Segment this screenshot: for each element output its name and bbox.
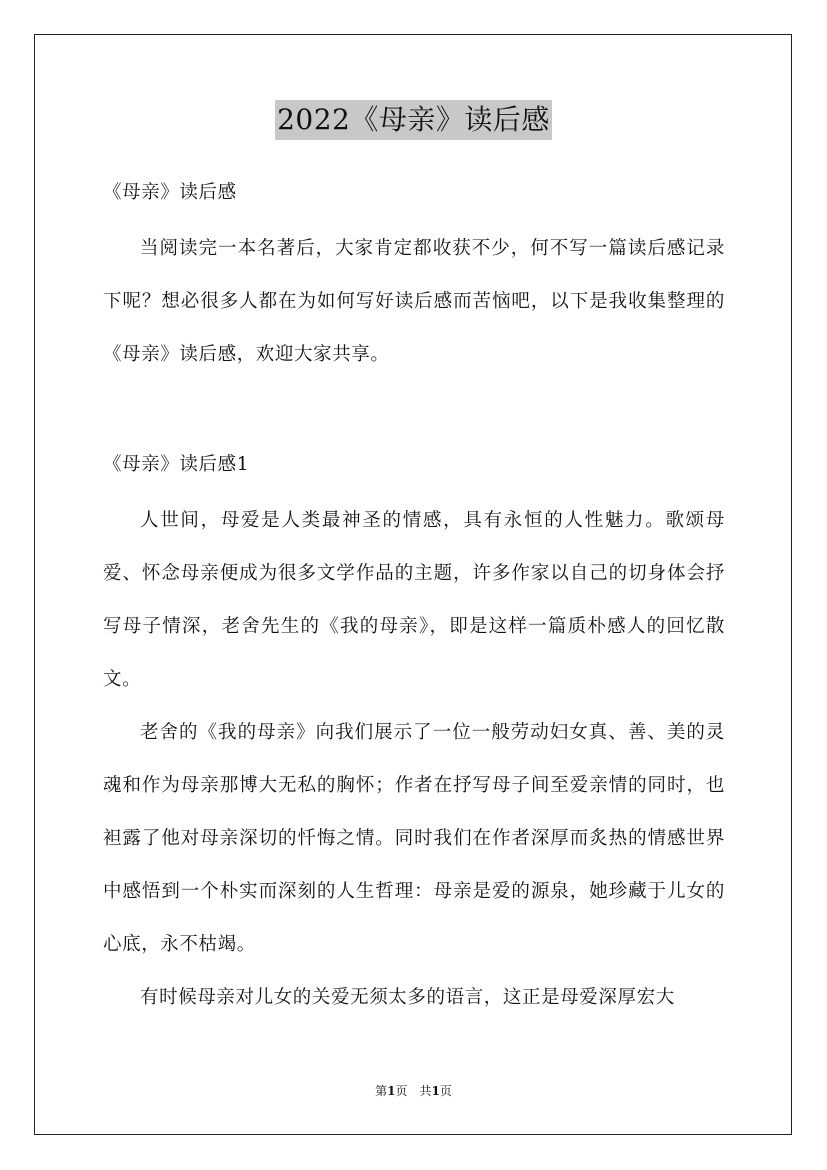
body-paragraph-2: 老舍的《我的母亲》向我们展示了一位一般劳动妇女真、善、美的灵魂和作为母亲那博大无私的胸怀；作者在抒写母子间至爱亲情的同时，也袒露了他对母亲深切的忏悔之情。同时我们在作者深厚而炙热的情感世界中感悟到一个朴实而深刻的人生哲理：母亲是爱的源泉，她珍藏于儿女的心底，永不枯竭。 <box>103 722 725 955</box>
title-wrap <box>0 100 827 140</box>
footer-suffix: 页 <box>439 1084 452 1098</box>
intro-paragraph: 当阅读完一本名著后，大家肯定都收获不少，何不写一篇读后感记录下呢？想必很多人都在为如何写好读后感而苦恼吧，以下是我收集整理的《母亲》读后感，欢迎大家共享。 <box>103 238 725 365</box>
footer-mid: 页 共 <box>395 1084 432 1098</box>
body-block <box>103 494 725 1024</box>
intro-block <box>103 222 725 381</box>
footer-page-current: 1 <box>387 1084 396 1098</box>
footer-prefix: 第 <box>375 1084 388 1098</box>
body-paragraph-3: 有时候母亲对儿女的关爱无须太多的语言，这正是母爱深厚宏大 <box>140 987 675 1008</box>
page-footer <box>0 1083 827 1099</box>
section-heading: 《母亲》读后感1 <box>103 454 250 475</box>
page-title: 2022《母亲》读后感 <box>275 100 552 140</box>
subtitle: 《母亲》读后感 <box>103 182 237 203</box>
body-paragraph-1: 人世间，母爱是人类最神圣的情感，具有永恒的人性魅力。歌颂母爱、怀念母亲便成为很多文学作品的主题，许多作家以自己的切身体会抒写母子情深，老舍先生的《我的母亲》，即是这样一篇质朴感人的回忆散文。 <box>103 510 725 690</box>
footer-page-total: 1 <box>431 1084 440 1098</box>
